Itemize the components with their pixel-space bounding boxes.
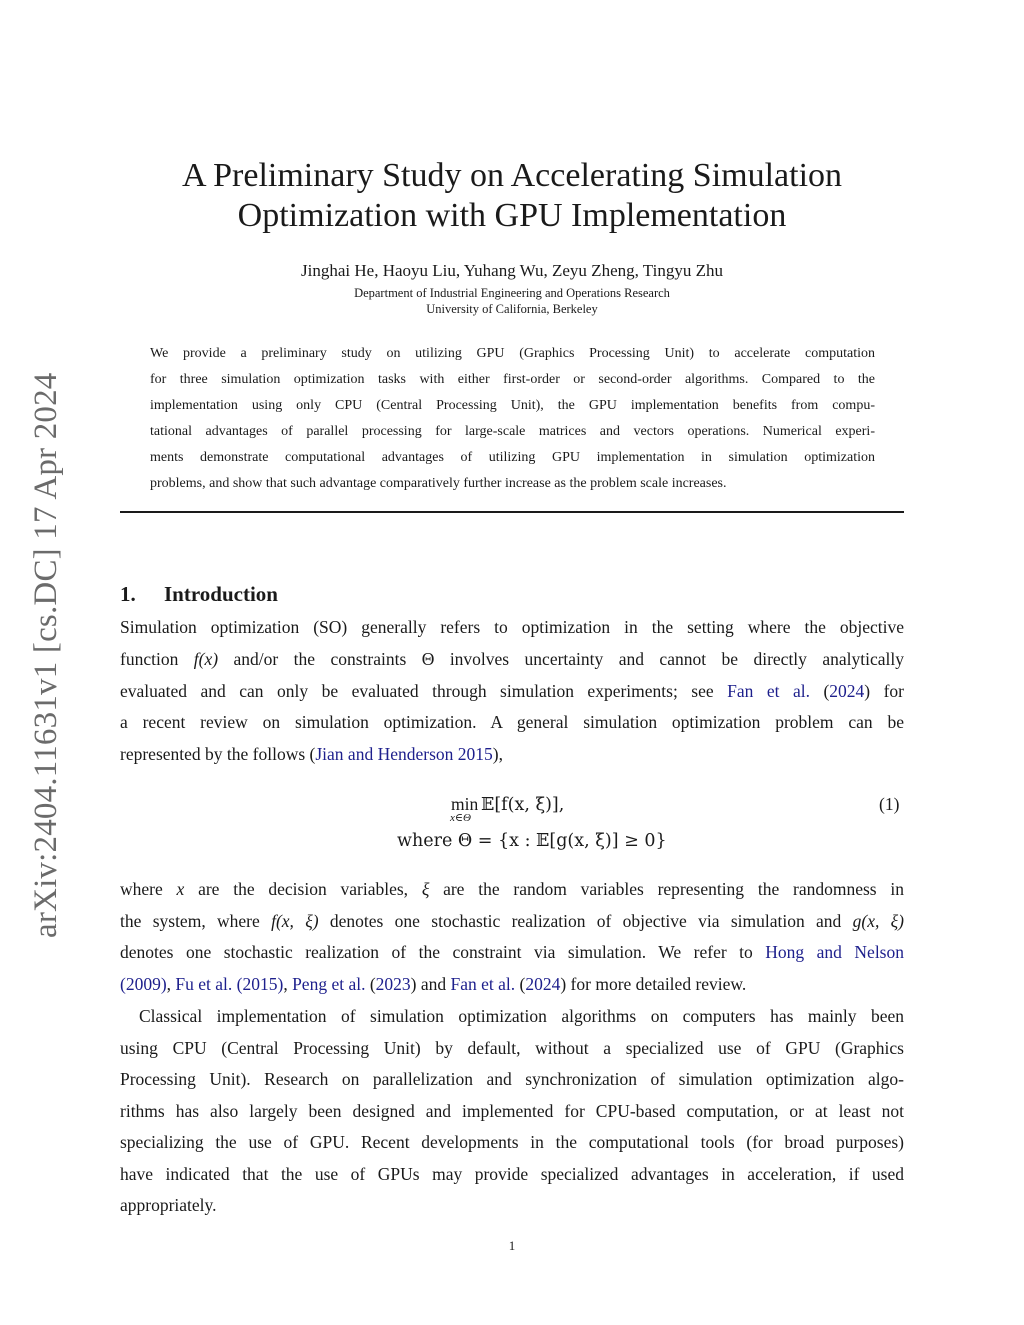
body-line: have indicated that the use of GPUs may provide specialized advantages in acceleration, if used	[120, 1164, 904, 1184]
section-heading-introduction	[120, 581, 278, 607]
equation-objective: 𝔼[f(x, ξ)],	[481, 795, 565, 815]
equation-min-operator: min	[451, 794, 479, 814]
body-line: a recent review on simulation optimization. A general simulation optimization problem can be	[120, 712, 904, 732]
body-line: where x are the decision variables, ξ are the random variables representing the randomness in	[120, 879, 904, 899]
abstract-divider	[120, 511, 904, 513]
citation-link-hong-nelson[interactable]: Hong and Nelson	[765, 942, 904, 962]
equation-constraint: where Θ = {x : 𝔼[g(x, ξ)] ≥ 0}	[397, 831, 667, 851]
abstract-line: for three simulation optimization tasks with either first-order or second-order algorithms. Compared to the	[150, 372, 875, 387]
abstract-line: tational advantages of parallel processing for large-scale matrices and vectors operations. Numerical experi-	[150, 424, 875, 439]
citation-link-fu-2015[interactable]: Fu et al. (2015)	[175, 974, 284, 994]
abstract-line: We provide a preliminary study on utilizing GPU (Graphics Processing Unit) to accelerate computation	[150, 346, 875, 361]
body-line: specializing the use of GPU. Recent developments in the computational tools (for broad purposes)	[120, 1132, 904, 1152]
affiliation-university: University of California, Berkeley	[426, 302, 598, 316]
citation-year-link[interactable]: 2024	[525, 974, 561, 994]
body-line: using CPU (Central Processing Unit) by default, without a specialized use of GPU (Graphics	[120, 1038, 904, 1058]
citation-year-link[interactable]: 2023	[375, 974, 411, 994]
body-line: represented by the follows (Jian and Henderson 2015),	[120, 744, 503, 764]
citation-link-jian-henderson-2015[interactable]: Jian and Henderson 2015	[315, 744, 493, 764]
abstract-line: problems, and show that such advantage comparatively further increase as the problem scale increases.	[150, 476, 727, 491]
citation-year-link[interactable]: 2024	[829, 681, 865, 701]
section-number: 1.	[120, 582, 136, 606]
body-line: rithms has also largely been designed and implemented for CPU-based computation, or at least not	[120, 1101, 904, 1121]
abstract-line: implementation using only CPU (Central Processing Unit), the GPU implementation benefits from compu-	[150, 398, 875, 413]
body-line: (2009), Fu et al. (2015), Peng et al. (2023) and Fan et al. (2024) for more detailed review.	[120, 974, 747, 994]
affiliation-department: Department of Industrial Engineering and Operations Research	[354, 286, 670, 300]
math-theta: Θ	[421, 649, 435, 669]
equation-min-subscript: x∈Θ	[450, 812, 471, 824]
body-line: the system, where f(x, ξ) denotes one stochastic realization of objective via simulation and g(x, ξ)	[120, 911, 905, 931]
page-number: 1	[508, 1238, 516, 1253]
citation-link-fan-2024[interactable]: Fan et al.	[450, 974, 516, 994]
body-line: appropriately.	[120, 1195, 217, 1215]
paper-title-line-2: Optimization with GPU Implementation	[237, 197, 787, 234]
body-line: Classical implementation of simulation optimization algorithms on computers has mainly been	[139, 1006, 904, 1026]
equation-number: (1)	[879, 794, 900, 814]
author-list: Jinghai He, Haoyu Liu, Yuhang Wu, Zeyu Zheng, Tingyu Zhu	[301, 261, 723, 280]
abstract-line: ments demonstrate computational advantages of utilizing GPU implementation in simulation optimization	[150, 450, 875, 465]
body-line: function f(x) and/or the constraints Θ involves uncertainty and cannot be directly analytically	[120, 649, 904, 669]
citation-link-fan-2024[interactable]: Fan et al.	[727, 681, 810, 701]
citation-link-peng-2023[interactable]: Peng et al.	[292, 974, 366, 994]
body-line: denotes one stochastic realization of the constraint via simulation. We refer to Hong and Nelson	[120, 942, 904, 962]
math-fx: f(x)	[193, 649, 219, 669]
body-line: Simulation optimization (SO) generally refers to optimization in the setting where the objective	[120, 617, 904, 637]
citation-year-link[interactable]: (2009)	[120, 974, 167, 994]
body-line: Processing Unit). Research on parallelization and synchronization of simulation optimization algo-	[120, 1069, 904, 1089]
arxiv-identifier: arXiv:2404.11631v1 [cs.DC] 17 Apr 2024	[28, 372, 64, 938]
section-title: Introduction	[164, 582, 278, 606]
body-line: evaluated and can only be evaluated through simulation experiments; see Fan et al. (2024) for	[120, 681, 904, 701]
paper-title-line-1: A Preliminary Study on Accelerating Simulation	[181, 157, 843, 194]
